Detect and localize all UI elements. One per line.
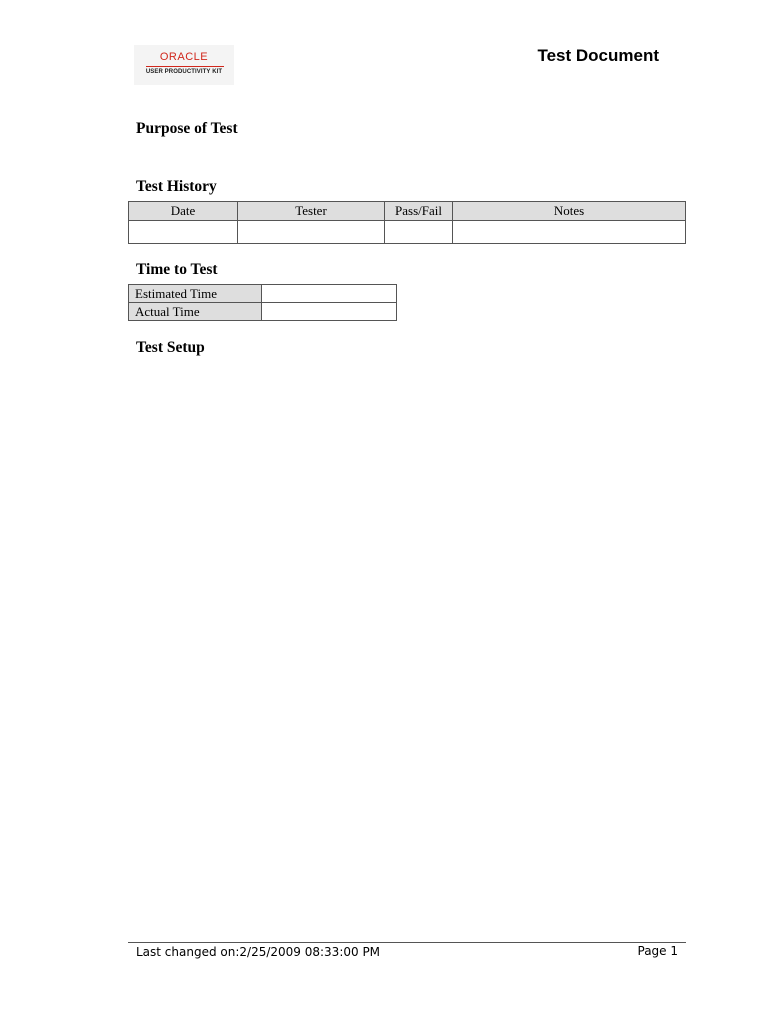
heading-purpose: Purpose of Test bbox=[136, 120, 238, 137]
document-title: Test Document bbox=[537, 46, 659, 65]
column-header-pass-fail: Pass/Fail bbox=[385, 202, 453, 221]
heading-time-to-test: Time to Test bbox=[136, 261, 218, 278]
heading-history: Test History bbox=[136, 178, 217, 195]
cell-notes[interactable] bbox=[453, 221, 686, 244]
logo-subtitle-text: USER PRODUCTIVITY KIT bbox=[145, 69, 223, 75]
heading-test-setup: Test Setup bbox=[136, 339, 205, 356]
last-changed-text: Last changed on:2/25/2009 08:33:00 PM bbox=[136, 945, 381, 959]
logo-divider bbox=[146, 66, 224, 67]
table-header-row bbox=[129, 202, 686, 221]
table-row bbox=[129, 221, 686, 244]
oracle-upk-logo bbox=[134, 45, 234, 85]
table-row bbox=[129, 303, 397, 321]
table-row bbox=[129, 285, 397, 303]
column-header-date: Date bbox=[129, 202, 238, 221]
time-to-test-table bbox=[128, 284, 397, 321]
estimated-time-value[interactable] bbox=[262, 285, 397, 303]
logo-brand-text: ORACLE bbox=[159, 51, 209, 63]
test-history-table bbox=[128, 201, 686, 244]
column-header-tester: Tester bbox=[238, 202, 385, 221]
footer-divider bbox=[128, 942, 686, 943]
cell-pass-fail[interactable] bbox=[385, 221, 453, 244]
actual-time-value[interactable] bbox=[262, 303, 397, 321]
actual-time-label: Actual Time bbox=[129, 303, 262, 321]
cell-date[interactable] bbox=[129, 221, 238, 244]
cell-tester[interactable] bbox=[238, 221, 385, 244]
column-header-notes: Notes bbox=[453, 202, 686, 221]
estimated-time-label: Estimated Time bbox=[129, 285, 262, 303]
page-number: Page 1 bbox=[637, 944, 678, 958]
